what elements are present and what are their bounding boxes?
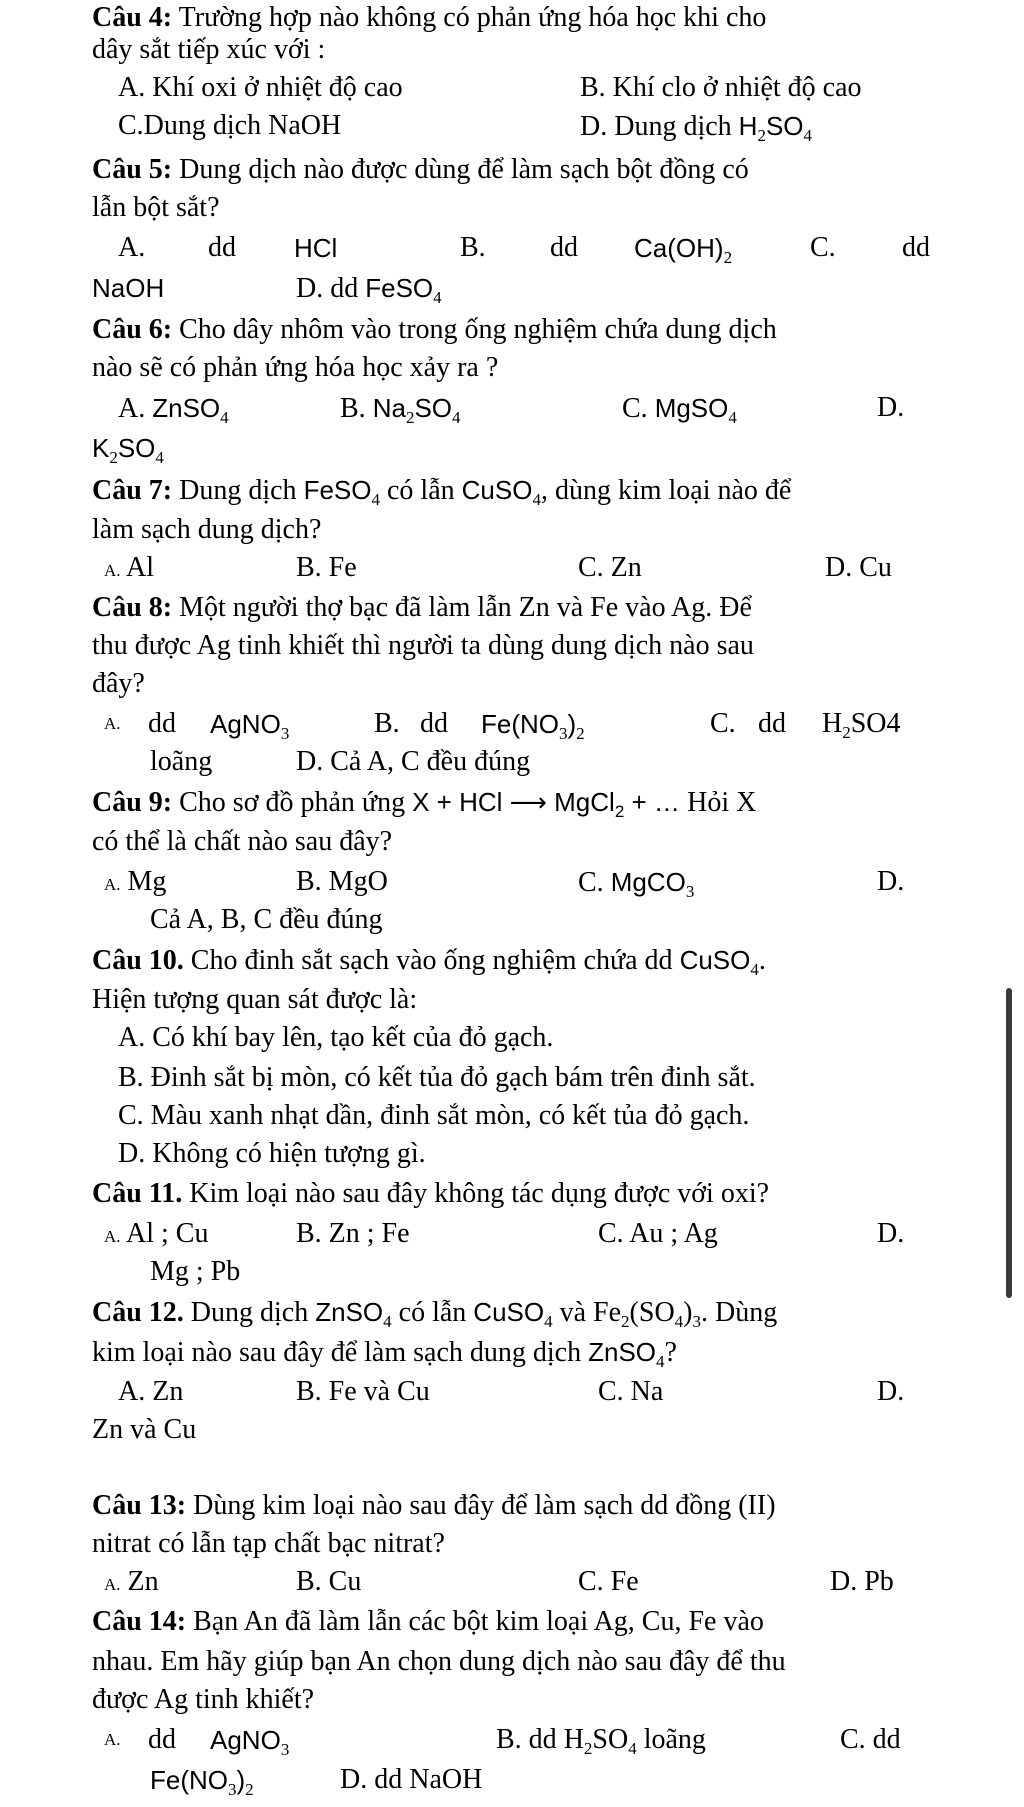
- q12-options: [0, 1374, 1024, 1410]
- option-d: D. Pb: [830, 1566, 894, 1597]
- q7-line-2: [0, 512, 1024, 548]
- q5-options-2: [0, 270, 1024, 306]
- q10-option-d: [0, 1136, 1024, 1172]
- q11-line-1: [0, 1176, 1024, 1212]
- question-text: đây?: [92, 668, 145, 699]
- q13-line-2: [0, 1526, 1024, 1562]
- q5-line-1: [0, 152, 1024, 188]
- option-b: B. Fe và Cu: [296, 1376, 430, 1407]
- option-d: Zn và Cu: [92, 1414, 197, 1445]
- q9-line-1: Câu 9: Cho sơ đồ phản ứng X + HCl ⟶ MgCl$_2$ + … Hỏi X: [92, 787, 757, 821]
- question-label: Câu 7:: [92, 475, 173, 506]
- option-b: B. Cu: [296, 1566, 362, 1597]
- option-c: C. Na: [598, 1376, 664, 1407]
- q10-option-c: [0, 1098, 1024, 1134]
- q4-options-ab: [0, 70, 1024, 106]
- option-b: B. Đinh sắt bị mòn, có kết tủa đỏ gạch bám trên đinh sắt.: [118, 1062, 756, 1093]
- option-a-dd: dd: [148, 708, 176, 739]
- option-a: A. ZnSO$_4$: [118, 393, 229, 427]
- q6-options: [0, 390, 1024, 426]
- option-b-dd: dd: [420, 708, 448, 739]
- option-c-label: C.: [810, 232, 836, 263]
- option-c-label: C.: [710, 708, 736, 739]
- q7-options: [0, 550, 1024, 586]
- q14-line-2: [0, 1644, 1024, 1680]
- q10-line-1: Câu 10. Cho đinh sắt sạch vào ống nghiệm chứa dd CuSO$_4$.: [92, 945, 766, 979]
- option-d: D. dd FeSO$_4$: [296, 273, 442, 307]
- q8-line-1: [0, 590, 1024, 626]
- q8-line-3: [0, 666, 1024, 702]
- question-label: Câu 11.: [92, 1178, 183, 1209]
- q14-options-2: [0, 1762, 1024, 1798]
- q9-options: [0, 864, 1024, 900]
- option-c: C. MgCO$_3$: [578, 867, 695, 901]
- option-d-formula: $K_2SO_4$: [92, 433, 164, 467]
- option-c-cont: loãng: [150, 746, 213, 777]
- question-label: Câu 5:: [92, 154, 173, 185]
- question-label: Câu 12.: [92, 1297, 184, 1328]
- q13-line-1: [0, 1488, 1024, 1524]
- option-c: C. Màu xanh nhạt dần, đinh sắt mòn, có kết tủa đỏ gạch.: [118, 1100, 750, 1131]
- option-a-dd: dd: [208, 232, 236, 263]
- option-d: D. Dung dịch $H_2SO_4$: [580, 111, 813, 145]
- q4-line-1: [0, 0, 1024, 36]
- question-text: được Ag tinh khiết?: [92, 1684, 315, 1715]
- scrollbar-thumb[interactable]: [1006, 988, 1012, 1298]
- question-label: Câu 4:: [92, 2, 173, 33]
- option-b-formula: $Fe(NO_3)_2$: [481, 709, 585, 743]
- option-a-label: A.: [104, 1575, 121, 1594]
- reaction-equation: X + HCl ⟶ MgCl$_2$ + …: [412, 787, 688, 821]
- q7-line-1: Câu 7: Dung dịch FeSO$_4$ có lẫn CuSO$_4$, dùng kim loại nào để: [92, 475, 792, 509]
- option-b: B. $Na_2SO_4$: [340, 393, 461, 427]
- q12-line-1: Câu 12. Dung dịch ZnSO$_4$ có lẫn CuSO$_4$ và $Fe_2(SO_4)_3$. Dùng: [92, 1297, 778, 1331]
- option-b: B. Khí clo ở nhiệt độ cao: [580, 72, 862, 103]
- option-d-label: D.: [877, 1218, 905, 1249]
- option-d: D. dd NaOH: [340, 1764, 483, 1795]
- q5-options: [0, 230, 1024, 266]
- option-c-dd: dd: [902, 232, 930, 263]
- option-d: D. Không có hiện tượng gì.: [118, 1138, 426, 1169]
- option-b-label: B.: [374, 708, 400, 739]
- question-text: thu được Ag tinh khiết thì người ta dùng dung dịch nào sau: [92, 630, 754, 661]
- option-b: B. Zn ; Fe: [296, 1218, 410, 1249]
- question-text: Kim loại nào sau đây không tác dụng được với oxi?: [189, 1178, 770, 1209]
- option-d: D. Cu: [825, 552, 892, 583]
- option-d-label: D.: [877, 866, 905, 897]
- question-text: Dung dịch nào được dùng để làm sạch bột đồng có: [179, 154, 749, 185]
- question-text: làm sạch dung dịch?: [92, 514, 322, 545]
- question-label: Câu 6:: [92, 314, 173, 345]
- option-d: D. Cả A, C đều đúng: [296, 746, 531, 777]
- question-label: Câu 10.: [92, 945, 184, 976]
- q11-options-2: [0, 1254, 1024, 1290]
- option-a: Al ; Cu: [126, 1218, 209, 1249]
- option-c: C.Dung dịch NaOH: [118, 110, 342, 141]
- q4-options-cd: [0, 108, 1024, 144]
- q12-line-2: kim loại nào sau đây để làm sạch dung dịch ZnSO$_4$?: [92, 1337, 677, 1371]
- option-d: Mg ; Pb: [150, 1256, 241, 1287]
- question-label: Câu 8:: [92, 592, 173, 623]
- question-text: Trường hợp nào không có phản ứng hóa học khi cho: [178, 2, 767, 33]
- option-d-label: D.: [877, 1376, 905, 1407]
- q14-options: [0, 1722, 1024, 1758]
- option-c-formula: NaOH: [92, 273, 165, 303]
- option-b: B. MgO: [296, 866, 388, 897]
- option-a: Mg: [127, 866, 167, 897]
- q8-options: [0, 706, 1024, 742]
- option-a: A. Zn: [118, 1376, 184, 1407]
- question-text: nhau. Em hãy giúp bạn An chọn dung dịch nào sau đây để thu: [92, 1646, 786, 1677]
- question-text: dây sắt tiếp xúc với :: [92, 34, 326, 65]
- q11-options: [0, 1216, 1024, 1252]
- option-a-formula: AgNO$_3$: [210, 709, 290, 743]
- option-b: B. dd $H_2SO_4$ loãng: [496, 1724, 706, 1758]
- q4-line-2: [0, 32, 1024, 68]
- q10-option-a: [0, 1020, 1024, 1056]
- option-b-label: B.: [460, 232, 486, 263]
- option-a-label: A.: [104, 561, 121, 580]
- question-text: Bạn An đã làm lẫn các bột kim loại Ag, Cu, Fe vào: [193, 1606, 764, 1637]
- question-text: Cho dây nhôm vào trong ống nghiệm chứa dung dịch: [179, 314, 777, 345]
- q14-line-3: [0, 1682, 1024, 1718]
- question-text: nào sẽ có phản ứng hóa học xảy ra ?: [92, 352, 499, 383]
- q8-options-2: [0, 744, 1024, 780]
- option-a: Zn: [127, 1566, 159, 1597]
- question-label: Câu 13:: [92, 1490, 187, 1521]
- q13-options: [0, 1564, 1024, 1600]
- q5-line-2: [0, 190, 1024, 226]
- q10-line-2: [0, 982, 1024, 1018]
- option-c: C. MgSO$_4$: [622, 393, 737, 427]
- option-b-formula: $Ca(OH)_2$: [634, 233, 733, 267]
- q8-line-2: [0, 628, 1024, 664]
- option-a-label: A.: [118, 232, 146, 263]
- option-a-formula: AgNO$_3$: [210, 1725, 290, 1759]
- option-c-dd: dd: [758, 708, 786, 739]
- question-text: Một người thợ bạc đã làm lẫn Zn và Fe vào Ag. Để: [179, 592, 752, 623]
- q6-options-2: [0, 430, 1024, 466]
- option-a-formula: HCl: [294, 233, 338, 263]
- q12-options-2: [0, 1412, 1024, 1448]
- option-a: A. Khí oxi ở nhiệt độ cao: [118, 72, 403, 103]
- option-b-dd: dd: [550, 232, 578, 263]
- option-a-label: A.: [104, 714, 121, 733]
- option-c-formula: $H_2SO4$: [822, 708, 901, 742]
- q9-options-2: [0, 902, 1024, 938]
- option-c: C. Zn: [578, 552, 642, 583]
- question-text: có thể là chất nào sau đây?: [92, 826, 393, 857]
- q10-option-b: [0, 1060, 1024, 1096]
- q6-line-1: [0, 312, 1024, 348]
- option-c: C. Au ; Ag: [598, 1218, 718, 1249]
- option-d: Cả A, B, C đều đúng: [150, 904, 383, 935]
- option-c: C. Fe: [578, 1566, 639, 1597]
- option-a-label: A.: [104, 875, 121, 894]
- option-a-dd: dd: [148, 1724, 176, 1755]
- question-label: Câu 9:: [92, 787, 173, 818]
- option-b: B. Fe: [296, 552, 357, 583]
- question-label: Câu 14:: [92, 1606, 187, 1637]
- option-a-label: A.: [104, 1730, 121, 1749]
- question-text: Dùng kim loại nào sau đây để làm sạch dd đồng (II): [193, 1490, 776, 1521]
- option-d-label: D.: [877, 392, 905, 423]
- question-text: lẫn bột sắt?: [92, 192, 220, 223]
- option-a: Al: [126, 552, 154, 583]
- q9-line-2: [0, 824, 1024, 860]
- option-c: C. dd: [840, 1724, 901, 1755]
- question-text: Hiện tượng quan sát được là:: [92, 984, 418, 1015]
- option-a-label: A.: [104, 1227, 121, 1246]
- q14-line-1: [0, 1604, 1024, 1640]
- q6-line-2: [0, 350, 1024, 386]
- question-text: nitrat có lẫn tạp chất bạc nitrat?: [92, 1528, 445, 1559]
- option-c-formula: $Fe(NO_3)_2$: [150, 1765, 254, 1799]
- option-a: A. Có khí bay lên, tạo kết của đỏ gạch.: [118, 1022, 554, 1053]
